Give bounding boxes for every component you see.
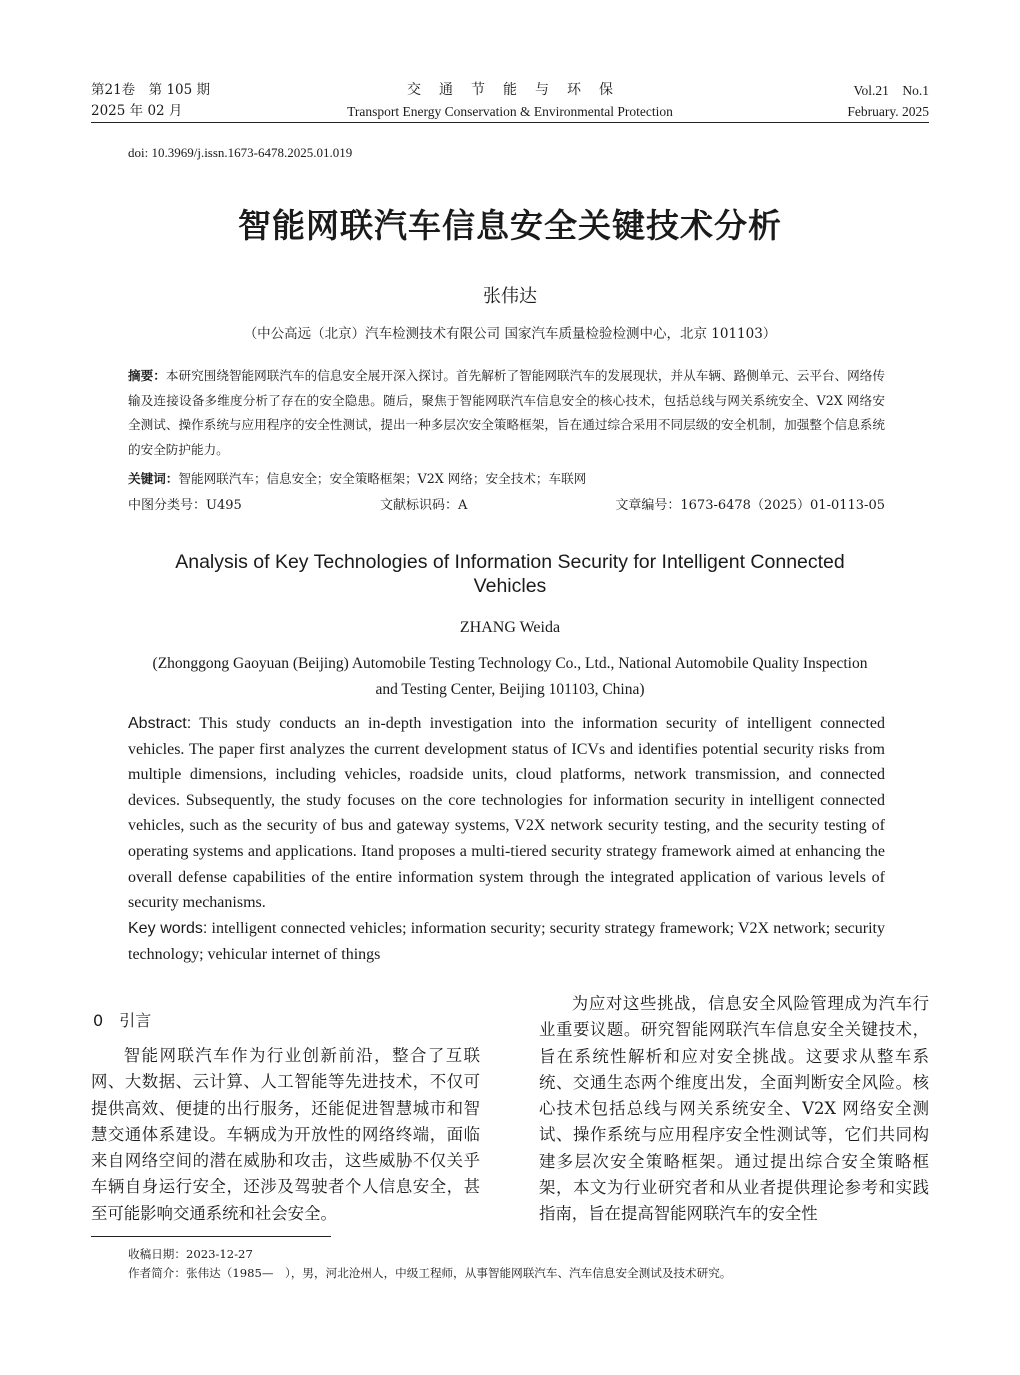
volume-issue-en: Vol.21 No.1 [853, 83, 929, 98]
keywords-cn-label: 关键词： [128, 471, 179, 486]
affiliation-en: (Zhonggong Gaoyuan (Beijing) Automobile Testing Technology Co., Ltd., National Automobile Quality Inspection and Testing Center, Beijing 101103, China) [152, 655, 868, 698]
article-number: 文章编号：1673-6478（2025）01-0113-05 [615, 498, 885, 513]
title-en: Analysis of Key Technologies of Information Security for Intelligent Connected Vehicles [175, 551, 845, 597]
keywords-en-text: intelligent connected vehicles; information security; security strategy framework; V2X network; security technology; vehicular internet of things [128, 920, 886, 963]
abstract-cn-text: 本研究围绕智能网联汽车的信息安全展开深入探讨。首先解析了智能网联汽车的发展现状，并从车辆、路侧单元、云平台、网络传输及连接设备多维度分析了存在的安全隐患。随后，聚焦于智能网联汽车信息安全的核心技术，包括总线与网关系统安全、V2X 网络安全测试、操作系统与应用程序的安全性测试，提出一种多层次安全策略框架，旨在通过综合采用不同层级的安全机制，加强整个信息系统的安全防护能力。 [128, 368, 886, 457]
author-en: ZHANG Weida [459, 619, 561, 636]
abstract-cn-label: 摘要： [128, 368, 166, 383]
abstract-en-label: Abstract: [128, 715, 192, 732]
document-code: 文献标识码：A [380, 498, 468, 513]
abstract-en [128, 711, 885, 916]
title-cn: 智能网联汽车信息安全关键技术分析 [238, 206, 782, 245]
section-number: 0 [93, 1011, 104, 1030]
clc-number: 中图分类号：U495 [128, 498, 242, 513]
issue-info-en [847, 80, 929, 122]
journal-name [91, 80, 929, 122]
section-title: 引言 [119, 1011, 152, 1030]
body-paragraph-right: 为应对这些挑战，信息安全风险管理成为汽车行业重要议题。研究智能网联汽车信息安全关键技术，旨在系统性解析和应对安全挑战。这要求从整车系统、交通生态两个维度出发，全面判断安全风险。核心技术包括总线与网关系统安全、V2X 网络安全测试、操作系统与应用程序安全性测试等，它们共同构建多层次安全策略框架。通过提出综合安全策略框架，本文为行业研究者和从业者提供理论参考和实践指南，旨在提高智能网联汽车的安全性 [539, 994, 929, 1224]
author-cn: 张伟达 [483, 286, 537, 307]
keywords-cn-text: 智能网联汽车；信息安全；安全策略框架；V2X 网络；安全技术；车联网 [178, 471, 587, 486]
header-rule [91, 122, 929, 123]
author-bio: 作者简介：张伟达（1985— ），男，河北沧州人，中级工程师，从事智能网联汽车、汽车信息安全测试及技术研究。 [128, 1265, 732, 1280]
received-date: 收稿日期：2023-12-27 [128, 1247, 253, 1261]
footnotes [128, 1245, 928, 1282]
affiliation-cn: （中公高远（北京）汽车检测技术有限公司 国家汽车质量检验检测中心，北京 101103） [243, 326, 777, 342]
doi: doi: 10.3969/j.issn.1673-6478.2025.01.019 [128, 145, 353, 160]
date-en: February. 2025 [847, 104, 929, 119]
keywords-en [128, 916, 885, 967]
journal-header [91, 80, 929, 124]
volume-issue-cn: 第21卷 第 105 期 [91, 82, 211, 98]
footnote-rule [91, 1236, 331, 1237]
body-paragraph-left: 智能网联汽车作为行业创新前沿，整合了互联网、大数据、云计算、人工智能等先进技术，不仅可提供高效、便捷的出行服务，还能促进智慧城市和智慧交通体系建设。车辆成为开放性的网络终端，面临来自网络空间的潜在威胁和攻击，这些威胁不仅关乎车辆自身运行安全，还涉及驾驶者个人信息安全，甚至可能影响交通系统和社会安全。 [91, 1046, 480, 1223]
date-cn: 2025 年 02 月 [91, 103, 183, 119]
abstract-cn [128, 364, 885, 462]
journal-name-en: Transport Energy Conservation & Environmental Protection [347, 104, 673, 119]
abstract-en-text: This study conducts an in-depth investigation into the information security of intelligent connected vehicles. The paper first analyzes the current development status of ICVs and identifies potential security risks from multiple dimensions, including vehicles, roadside units, cloud platforms, network transmission, and connected devices. Subsequently, the study focuses on the core technologies for information security in intelligent connected vehicles, such as the security of bus and gateway systems, V2X network security testing, and the security testing of operating systems and applications. Itand proposes a multi-tiered security strategy framework aimed at enhancing the overall defense capabilities of the entire information system through the integrated application of various levels of security mechanisms. [128, 715, 885, 912]
section-heading [93, 1008, 151, 1031]
keywords-en-label: Key words: [128, 920, 208, 937]
journal-name-cn: 交通节能与环保 [407, 82, 631, 98]
keywords-cn [128, 468, 885, 490]
classification-row [128, 495, 885, 517]
